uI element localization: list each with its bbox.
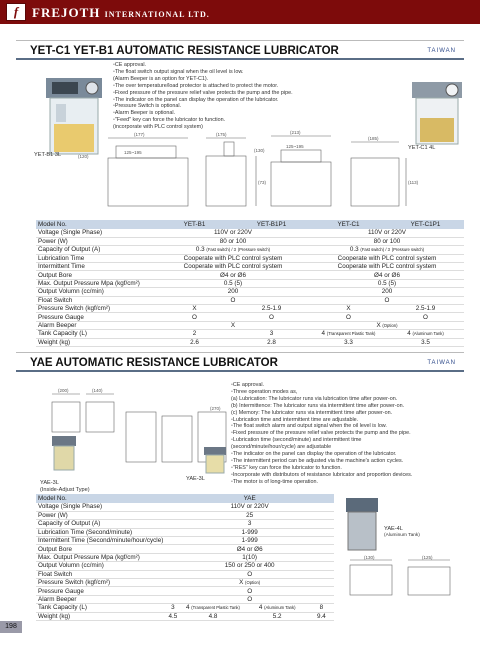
yae-3l-caption: YAE-3L bbox=[186, 476, 205, 482]
yae-spec-table: Model No. YAE Voltage (Single Phase) 110V or 220V Power (W) 25 Capacity of Output (A) 3 Lubrication Time (Second/minute) 1-999 Intermittent Time (Second/minute/hour/cycle) 1-999 Output Bore Ø4 or Ø6 Max. Output Pressure Mpa (kgf/cm²) 1(10) Output Volumn (cc/min) 150 or 250 or 400 Float Switch O Pressure Switch (kgf/cm²) X (Option) Pressure Gauge O Alarm Beeper O Tank Capacity (L) 3 4 (Transparent Plastic Tank) 4 (Aluminum Tank) 8 Weight (kg) 4.5 4.8 5.2 9.4 bbox=[36, 494, 334, 621]
yae-3l-inside-caption: YAE-3L (Inside-Adjust Type) bbox=[40, 480, 90, 493]
dim-label: 125~195 bbox=[124, 150, 142, 155]
dim-label: (140) bbox=[92, 388, 103, 393]
dim-label: (185) bbox=[368, 136, 379, 141]
yae-feature-list: • CE approval. • Three operation modes as, (a) Lubrication: The lubricator runs via lubrication time after power-on. (b) Intermittence: The lubricator runs via intermittent time after power-on. (c) Memory: The lubricator runs via intermittent time after power-on. • Lubrication time and intermittent time are adjustable. • The float switch alarm and output signal when the oil level is low. • Fixed pressure of the pressure relief valve protects the pump and the pipe. • Lubrication time (second/minute) and intermittent time (second/minute/hour/cycle) are adjustable • The indicator on the panel can display the operation of the lubricator. • The intermittent period can be adjusted via the machine's action cycles. • "RES" key can force the lubricator to function. • Incorporate with distributors of resistance lubricator and proportion devices. • The motor is of long-time operation. bbox=[231, 382, 471, 486]
dim-label: (213) bbox=[290, 130, 301, 135]
section-title-yae: YAE AUTOMATIC RESISTANCE LUBRICATOR TAIWAN bbox=[16, 352, 464, 372]
dim-label: (270) bbox=[210, 406, 221, 411]
yae-4l-caption: YAE-4L (Aluminum Tank) bbox=[384, 526, 420, 538]
yet-c1-product-photo bbox=[408, 80, 466, 146]
dim-label: (130) bbox=[254, 148, 265, 153]
dim-label: (113) bbox=[408, 180, 419, 185]
dim-label: (130) bbox=[364, 555, 375, 560]
page-number: 198 bbox=[0, 621, 22, 633]
yet-b1-caption: YET-B1 3L bbox=[34, 152, 62, 158]
dim-label: (73) bbox=[258, 180, 267, 185]
dim-label: (120) bbox=[78, 154, 89, 159]
yet-dimension-drawing bbox=[76, 128, 419, 210]
dim-label: (175) bbox=[216, 132, 227, 137]
section-title-yet: YET-C1 YET-B1 AUTOMATIC RESISTANCE LUBRICATOR TAIWAN bbox=[16, 40, 464, 60]
yet-spec-table: Model No. YET-B1 YET-B1P1 YET-C1 YET-C1P1 Voltage (Single Phase) 110V or 220V 110V or 220V Power (W) 80 or 100 80 or 100 Capacity of Output (A) 0.3 (Fast switch) / 3 (Pressure switch) 0.3 (Fast switch) / 3 (Pressure switch) Lubrication Time Cooperate with PLC control system Cooperate with PLC control system Intermittent Time Cooperate with PLC control system Cooperate with PLC control system Output Bore Ø4 or Ø6 Ø4 or Ø6 Max. Output Pressure Mpa (kgf/cm²) 0.5 (5) 0.5 (5) Output Volumn (cc/min) 200 200 Float Switch O O Pressure Switch (kgf/cm²) X 2.5-1.9 X 2.5-1.9 Pressure Gauge O O O O Alarm Beeper X X (Option) Tank Capacity (L) 2 3 4 (Transparent Plastic Tank) 4 (Aluminum Tank) Weight (kg) 2.6 2.8 3.3 3.5 bbox=[36, 220, 464, 347]
dim-label: (177) bbox=[134, 132, 145, 137]
yae-dimension-drawing-left bbox=[38, 386, 122, 472]
dim-label: (125) bbox=[422, 555, 433, 560]
dim-label: (200) bbox=[58, 388, 69, 393]
dim-label: 125~195 bbox=[286, 144, 304, 149]
header-bar bbox=[0, 0, 480, 24]
yet-feature-list: • CE approval. • The float switch output signal when the oil level is low. (Alarm Beeper is an option for YET-C1). • The over temperature/load protector is attached to protect the motor. • Fixed pressure of the pressure relief valve protects the pump and the pipe. • The indicator on the panel can display the operation of the lubricator. • Pressure Switch is optional. • Alarm Beeper is optional. • "Feed" key can force the lubricator to function. (incorporate with PLC control system) bbox=[113, 62, 333, 131]
yae-4l-dimension-drawing bbox=[342, 555, 468, 597]
brand-name: FREJOTH INTERNATIONAL LTD. bbox=[32, 5, 210, 20]
yae-4l-product-photo bbox=[342, 496, 382, 552]
yet-c1-caption: YET-C1 4L bbox=[408, 145, 436, 151]
yae-3l-product-photo bbox=[200, 445, 230, 475]
brand-logo: f bbox=[6, 3, 26, 21]
